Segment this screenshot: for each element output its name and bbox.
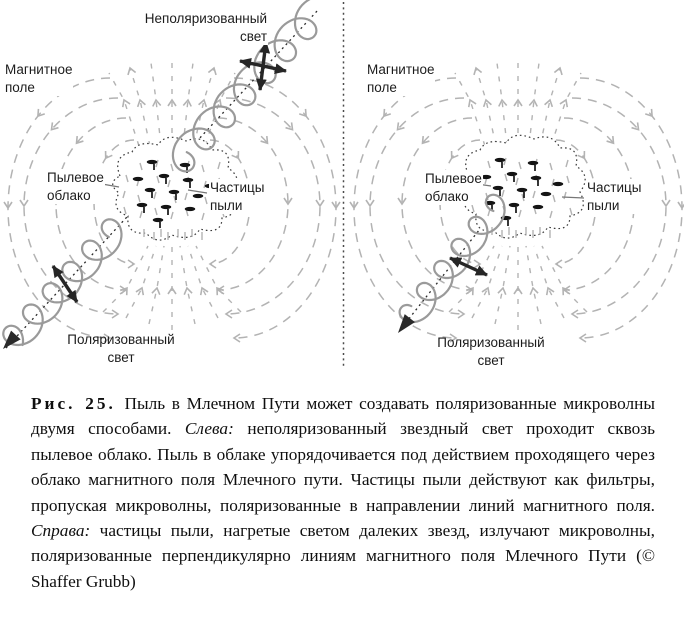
magnetic-field-label-right <box>366 61 435 96</box>
polarized-light-right-line1: Поляризованный <box>437 335 545 350</box>
dust-cloud-right-line1: Пылевое <box>425 171 482 186</box>
polarized-light-right-line2: свет <box>477 352 505 368</box>
unpolarized-light-label-line1: Неполяризованный <box>144 11 267 26</box>
unpolarized-light-label-line2: свет <box>239 28 267 44</box>
dust-particles-label-right <box>586 179 642 214</box>
figure-caption <box>31 391 655 594</box>
dust-particles-label-left <box>209 179 265 214</box>
caption-segment: Пыль в Млечном Пути может создавать поляризованные микроволны двумя способами. <box>31 394 655 439</box>
magnetic-field-label-left <box>4 61 73 96</box>
dust-particles-right-line2: пыли <box>587 197 620 213</box>
dust-cloud-right-line2: облако <box>425 188 469 204</box>
polarized-light-left-line2: свет <box>107 349 135 365</box>
caption-segment: Справа: <box>31 521 91 541</box>
dust-particles-left-line1: Частицы <box>210 180 265 195</box>
light-beam-arrowhead <box>393 314 415 337</box>
polarized-light-label-right <box>420 334 562 369</box>
dust-cloud-label-right <box>424 170 483 205</box>
unpolarized-light-label <box>116 10 268 45</box>
dust-cloud-left-line2: облако <box>47 187 91 203</box>
dust-particles-left-line2: пыли <box>210 197 243 213</box>
magnetic-field-left-line2: поле <box>5 79 35 95</box>
caption-segment: частицы пыли, нагретые светом далеких звезд, излучают микроволны, поляризованные перпендикулярно линиям магнитного поля Млечного Пути (© Shaffer Grubb) <box>31 521 655 591</box>
dust-particles-right-line1: Частицы <box>587 180 642 195</box>
polarized-light-left-line1: Поляризованный <box>67 332 175 347</box>
caption-segment: неполяризованный звездный свет проходит сквозь пылевое облако. Пыль в облаке упорядочивается под действием проходящего через облако магнитного поля Млечного пути. Частицы пыли действуют как фильтры, пропуская микроволны, поляризованные в направлении линий магнитного поля. <box>31 419 655 515</box>
dust-cloud-label-left <box>46 169 105 204</box>
magnetic-field-right-line2: поле <box>367 79 397 95</box>
magnetic-field-left-line1: Магнитное <box>5 62 73 77</box>
magnetic-field-right-line1: Магнитное <box>367 62 435 77</box>
polarized-light-label-left <box>50 331 192 366</box>
caption-segment: Рис. 25. <box>31 394 116 413</box>
dust-cloud-left-line1: Пылевое <box>47 170 104 185</box>
caption-segment: Слева: <box>184 419 234 439</box>
